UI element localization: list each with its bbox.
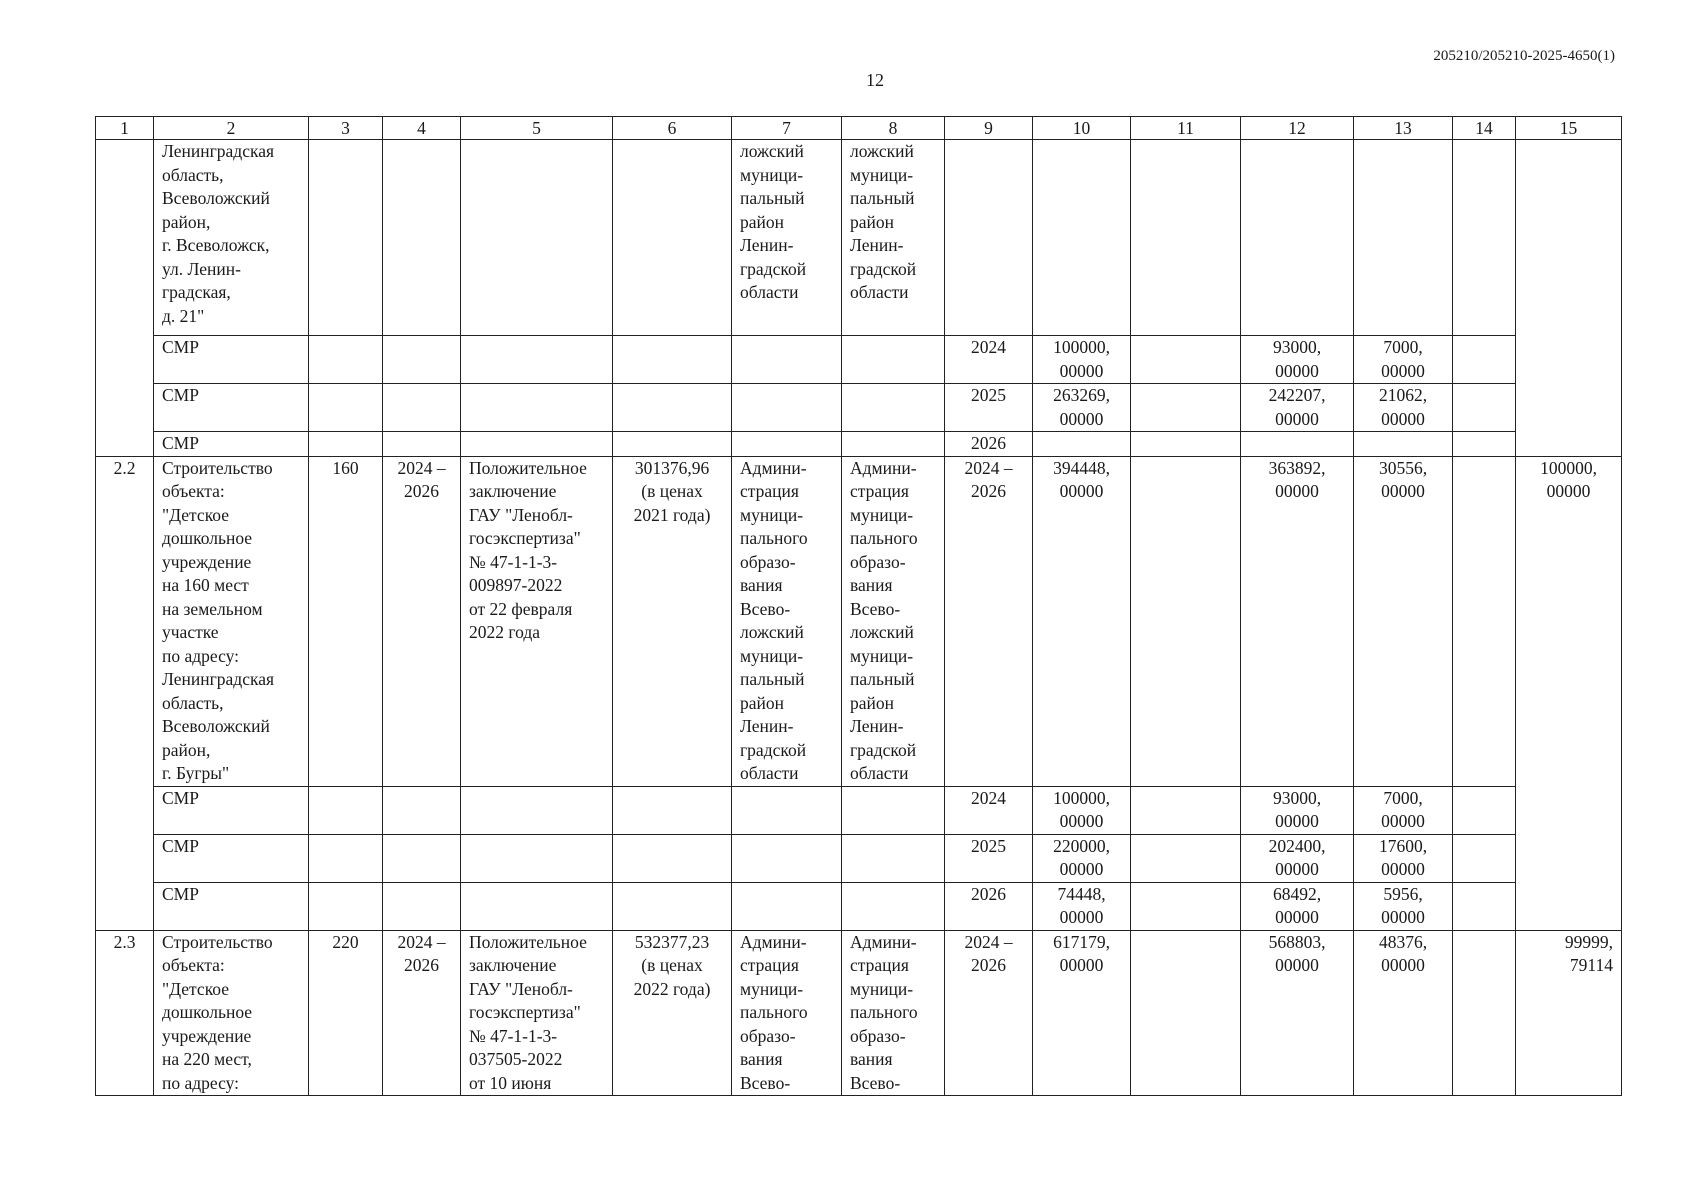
amount-cell: 100000, 00000 [1033, 336, 1131, 384]
table-row [96, 384, 1622, 432]
customer-cell: Админи- страция муници- пального образо- вания Всево- [732, 930, 842, 1096]
col-header: 9 [945, 117, 1033, 140]
estimate-cell: 301376,96 (в ценах 2021 года) [613, 456, 732, 786]
header-row [96, 117, 1622, 140]
amount-cell: 100000, 00000 [1516, 456, 1622, 930]
amount-cell: 21062, 00000 [1354, 384, 1453, 432]
work-type-cell: СМР [154, 882, 309, 930]
capacity-cell: 220 [309, 930, 383, 1096]
customer-cell: Админи- страция муници- пального образо- вания Всево- ложский муници- пальный район Ленин- градской области [732, 456, 842, 786]
year-cell: 2026 [945, 882, 1033, 930]
col-header: 10 [1033, 117, 1131, 140]
work-type-cell: СМР [154, 834, 309, 882]
amount-cell [1241, 432, 1354, 457]
year-cell: 2025 [945, 384, 1033, 432]
amount-cell: 394448, 00000 [1033, 456, 1131, 786]
col-header: 11 [1131, 117, 1241, 140]
expertise-cell: Положительное заключение ГАУ "Ленобл- госэкспертиза" № 47-1-1-3- 037505-2022 от 10 июня [461, 930, 613, 1096]
object-name-cell: Строительство объекта: "Детское дошкольное учреждение на 220 мест, по адресу: [154, 930, 309, 1096]
amount-cell: 7000, 00000 [1354, 786, 1453, 834]
amount-cell: 5956, 00000 [1354, 882, 1453, 930]
amount-cell: 242207, 00000 [1241, 384, 1354, 432]
capacity-cell: 160 [309, 456, 383, 786]
year-cell: 2026 [945, 432, 1033, 457]
developer-cell: Админи- страция муници- пального образо- вания Всево- [842, 930, 945, 1096]
amount-cell: 568803, 00000 [1241, 930, 1354, 1096]
table-row [96, 786, 1622, 834]
page-number: 12 [866, 70, 884, 90]
amount-cell: 30556, 00000 [1354, 456, 1453, 786]
customer-cell: ложский муници- пальный район Ленин- градской области [732, 140, 842, 336]
amount-cell: 617179, 00000 [1033, 930, 1131, 1096]
table-row [96, 882, 1622, 930]
year-cell: 2024 – 2026 [945, 456, 1033, 786]
amount-cell: 7000, 00000 [1354, 336, 1453, 384]
estimate-cell: 532377,23 (в ценах 2022 года) [613, 930, 732, 1096]
row-number-cell [96, 140, 154, 457]
work-type-cell: СМР [154, 384, 309, 432]
row-number-cell: 2.3 [96, 930, 154, 1096]
amount-cell: 93000, 00000 [1241, 786, 1354, 834]
work-type-cell: СМР [154, 786, 309, 834]
col-header: 1 [96, 117, 154, 140]
work-type-cell: СМР [154, 336, 309, 384]
developer-cell: ложский муници- пальный район Ленин- градской области [842, 140, 945, 336]
col-header: 7 [732, 117, 842, 140]
expertise-cell: Положительное заключение ГАУ "Ленобл- госэкспертиза" № 47-1-1-3- 009897-2022 от 22 февраля 2022 года [461, 456, 613, 786]
amount-cell [1033, 432, 1131, 457]
col-header: 14 [1453, 117, 1516, 140]
document-id: 205210/205210-2025-4650(1) [1433, 48, 1615, 64]
col-header: 8 [842, 117, 945, 140]
col-header: 15 [1516, 117, 1622, 140]
year-cell: 2024 [945, 786, 1033, 834]
col-header: 3 [309, 117, 383, 140]
period-cell: 2024 – 2026 [383, 456, 461, 786]
col-header: 13 [1354, 117, 1453, 140]
amount-cell: 93000, 00000 [1241, 336, 1354, 384]
amount-cell: 17600, 00000 [1354, 834, 1453, 882]
amount-cell: 100000, 00000 [1033, 786, 1131, 834]
amount-cell: 48376, 00000 [1354, 930, 1453, 1096]
table-row [96, 432, 1622, 457]
amount-cell: 263269, 00000 [1033, 384, 1131, 432]
table-row [96, 140, 1622, 336]
work-type-cell: СМР [154, 432, 309, 457]
amount-cell: 99999, 79114 [1516, 930, 1622, 1096]
col-header: 4 [383, 117, 461, 140]
row-number-cell: 2.2 [96, 456, 154, 930]
col-header: 5 [461, 117, 613, 140]
object-name-cell: Строительство объекта: "Детское дошкольное учреждение на 160 мест на земельном участке по адресу: Ленинградская область, Всеволожский район, г. Бугры" [154, 456, 309, 786]
object-name-cell: Ленинградская область, Всеволожский район, г. Всеволожск, ул. Ленин- градская, д. 21" [154, 140, 309, 336]
amount-cell [1354, 432, 1453, 457]
year-cell: 2025 [945, 834, 1033, 882]
amount-cell: 220000, 00000 [1033, 834, 1131, 882]
col-header: 12 [1241, 117, 1354, 140]
amount-cell: 68492, 00000 [1241, 882, 1354, 930]
table-row [96, 456, 1622, 786]
funding-table [95, 116, 1622, 1096]
col-header: 2 [154, 117, 309, 140]
amount-cell: 202400, 00000 [1241, 834, 1354, 882]
amount-cell: 363892, 00000 [1241, 456, 1354, 786]
table-row [96, 336, 1622, 384]
col-header: 6 [613, 117, 732, 140]
table-row [96, 930, 1622, 1096]
developer-cell: Админи- страция муници- пального образо- вания Всево- ложский муници- пальный район Ленин- градской области [842, 456, 945, 786]
amount-cell: 74448, 00000 [1033, 882, 1131, 930]
period-cell: 2024 – 2026 [383, 930, 461, 1096]
year-cell: 2024 [945, 336, 1033, 384]
year-cell: 2024 – 2026 [945, 930, 1033, 1096]
table-row [96, 834, 1622, 882]
